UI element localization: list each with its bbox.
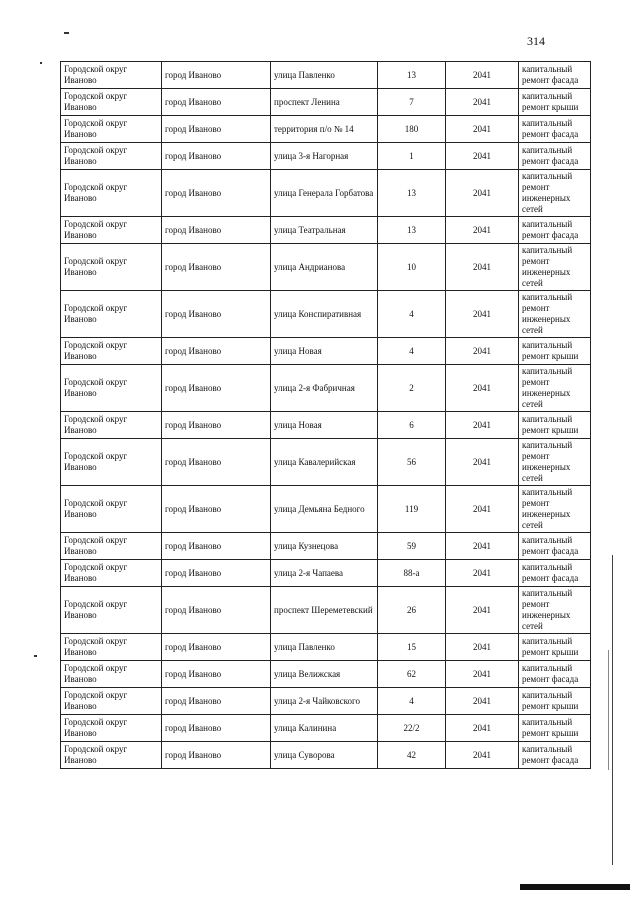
house-number-cell: 4 — [378, 338, 446, 365]
street-cell: улица 2-я Чайковского — [271, 688, 378, 715]
year-cell: 2041 — [446, 89, 519, 116]
municipal-district-cell: Городской округ Иваново — [61, 587, 162, 634]
municipal-district-cell: Городской округ Иваново — [61, 634, 162, 661]
work-type-cell: капитальный ремонт фасада — [519, 533, 591, 560]
year-cell: 2041 — [446, 587, 519, 634]
municipal-district-cell: Городской округ Иваново — [61, 560, 162, 587]
table-row — [61, 291, 591, 338]
municipal-district-cell: Городской округ Иваново — [61, 365, 162, 412]
city-cell: город Иваново — [162, 143, 271, 170]
work-type-cell: капитальный ремонт крыши — [519, 634, 591, 661]
registry-table-body — [61, 62, 591, 769]
house-number-cell: 26 — [378, 587, 446, 634]
year-cell: 2041 — [446, 634, 519, 661]
municipal-district-cell: Городской округ Иваново — [61, 661, 162, 688]
work-type-cell: капитальный ремонт фасада — [519, 661, 591, 688]
street-cell: улица Андрианова — [271, 244, 378, 291]
page-number: 314 — [527, 34, 545, 48]
year-cell: 2041 — [446, 170, 519, 217]
work-type-cell: капитальный ремонт крыши — [519, 338, 591, 365]
city-cell: город Иваново — [162, 338, 271, 365]
house-number-cell: 4 — [378, 688, 446, 715]
city-cell: город Иваново — [162, 688, 271, 715]
city-cell: город Иваново — [162, 62, 271, 89]
house-number-cell: 15 — [378, 634, 446, 661]
year-cell: 2041 — [446, 412, 519, 439]
city-cell: город Иваново — [162, 170, 271, 217]
street-cell: улица Калинина — [271, 715, 378, 742]
work-type-cell: капитальный ремонт инженерных сетей — [519, 439, 591, 486]
work-type-cell: капитальный ремонт фасада — [519, 116, 591, 143]
year-cell: 2041 — [446, 291, 519, 338]
house-number-cell: 10 — [378, 244, 446, 291]
municipal-district-cell: Городской округ Иваново — [61, 291, 162, 338]
work-type-cell: капитальный ремонт крыши — [519, 715, 591, 742]
scan-speck — [34, 655, 37, 657]
street-cell: улица Театральная — [271, 217, 378, 244]
work-type-cell: капитальный ремонт фасада — [519, 143, 591, 170]
year-cell: 2041 — [446, 143, 519, 170]
year-cell: 2041 — [446, 217, 519, 244]
year-cell: 2041 — [446, 244, 519, 291]
table-row — [61, 688, 591, 715]
municipal-district-cell: Городской округ Иваново — [61, 412, 162, 439]
table-row — [61, 365, 591, 412]
street-cell: улица Конспиративная — [271, 291, 378, 338]
table-row — [61, 715, 591, 742]
table-row — [61, 661, 591, 688]
city-cell: город Иваново — [162, 412, 271, 439]
municipal-district-cell: Городской округ Иваново — [61, 244, 162, 291]
year-cell: 2041 — [446, 715, 519, 742]
house-number-cell: 22/2 — [378, 715, 446, 742]
house-number-cell: 42 — [378, 742, 446, 769]
street-cell: улица Демьяна Бедного — [271, 486, 378, 533]
house-number-cell: 4 — [378, 291, 446, 338]
street-cell: улица Павленко — [271, 62, 378, 89]
house-number-cell: 180 — [378, 116, 446, 143]
house-number-cell: 13 — [378, 62, 446, 89]
house-number-cell: 56 — [378, 439, 446, 486]
table-row — [61, 412, 591, 439]
work-type-cell: капитальный ремонт фасада — [519, 62, 591, 89]
work-type-cell: капитальный ремонт инженерных сетей — [519, 244, 591, 291]
scan-margin-line — [608, 650, 609, 770]
work-type-cell: капитальный ремонт инженерных сетей — [519, 170, 591, 217]
street-cell: улица Новая — [271, 338, 378, 365]
year-cell: 2041 — [446, 365, 519, 412]
work-type-cell: капитальный ремонт фасада — [519, 742, 591, 769]
year-cell: 2041 — [446, 439, 519, 486]
house-number-cell: 62 — [378, 661, 446, 688]
municipal-district-cell: Городской округ Иваново — [61, 143, 162, 170]
table-row — [61, 742, 591, 769]
house-number-cell: 88-а — [378, 560, 446, 587]
street-cell: улица Суворова — [271, 742, 378, 769]
work-type-cell: капитальный ремонт инженерных сетей — [519, 486, 591, 533]
work-type-cell: капитальный ремонт крыши — [519, 412, 591, 439]
work-type-cell: капитальный ремонт инженерных сетей — [519, 587, 591, 634]
street-cell: улица Павленко — [271, 634, 378, 661]
work-type-cell: капитальный ремонт инженерных сетей — [519, 365, 591, 412]
house-number-cell: 13 — [378, 170, 446, 217]
scan-speck — [40, 62, 42, 64]
table-row — [61, 116, 591, 143]
street-cell: улица Новая — [271, 412, 378, 439]
city-cell: город Иваново — [162, 533, 271, 560]
street-cell: улица Велижская — [271, 661, 378, 688]
city-cell: город Иваново — [162, 365, 271, 412]
municipal-district-cell: Городской округ Иваново — [61, 715, 162, 742]
municipal-district-cell: Городской округ Иваново — [61, 170, 162, 217]
table-row — [61, 217, 591, 244]
city-cell: город Иваново — [162, 244, 271, 291]
city-cell: город Иваново — [162, 89, 271, 116]
table-row — [61, 62, 591, 89]
street-cell: проспект Ленина — [271, 89, 378, 116]
scan-speck — [64, 32, 69, 34]
city-cell: город Иваново — [162, 116, 271, 143]
city-cell: город Иваново — [162, 486, 271, 533]
year-cell: 2041 — [446, 560, 519, 587]
table-row — [61, 338, 591, 365]
year-cell: 2041 — [446, 661, 519, 688]
street-cell: улица Кавалерийская — [271, 439, 378, 486]
table-row — [61, 587, 591, 634]
city-cell: город Иваново — [162, 661, 271, 688]
street-cell: проспект Шереметевский — [271, 587, 378, 634]
year-cell: 2041 — [446, 62, 519, 89]
work-type-cell: капитальный ремонт крыши — [519, 688, 591, 715]
street-cell: улица 2-я Чапаева — [271, 560, 378, 587]
city-cell: город Иваново — [162, 715, 271, 742]
municipal-district-cell: Городской округ Иваново — [61, 62, 162, 89]
year-cell: 2041 — [446, 338, 519, 365]
city-cell: город Иваново — [162, 587, 271, 634]
table-row — [61, 634, 591, 661]
street-cell: улица 3-я Нагорная — [271, 143, 378, 170]
street-cell: улица Кузнецова — [271, 533, 378, 560]
year-cell: 2041 — [446, 486, 519, 533]
house-number-cell: 13 — [378, 217, 446, 244]
city-cell: город Иваново — [162, 439, 271, 486]
municipal-district-cell: Городской округ Иваново — [61, 742, 162, 769]
table-row — [61, 170, 591, 217]
scan-margin-line — [612, 555, 613, 865]
street-cell: улица 2-я Фабричная — [271, 365, 378, 412]
table-row — [61, 439, 591, 486]
table-row — [61, 560, 591, 587]
table-row — [61, 533, 591, 560]
year-cell: 2041 — [446, 742, 519, 769]
table-row — [61, 143, 591, 170]
municipal-district-cell: Городской округ Иваново — [61, 89, 162, 116]
work-type-cell: капитальный ремонт инженерных сетей — [519, 291, 591, 338]
table-row — [61, 486, 591, 533]
city-cell: город Иваново — [162, 742, 271, 769]
municipal-district-cell: Городской округ Иваново — [61, 688, 162, 715]
year-cell: 2041 — [446, 688, 519, 715]
house-number-cell: 59 — [378, 533, 446, 560]
street-cell: улица Генерала Горбатова — [271, 170, 378, 217]
municipal-district-cell: Городской округ Иваново — [61, 439, 162, 486]
house-number-cell: 119 — [378, 486, 446, 533]
year-cell: 2041 — [446, 533, 519, 560]
municipal-district-cell: Городской округ Иваново — [61, 217, 162, 244]
city-cell: город Иваново — [162, 291, 271, 338]
house-number-cell: 1 — [378, 143, 446, 170]
municipal-district-cell: Городской округ Иваново — [61, 116, 162, 143]
street-cell: территория п/о № 14 — [271, 116, 378, 143]
year-cell: 2041 — [446, 116, 519, 143]
work-type-cell: капитальный ремонт фасада — [519, 217, 591, 244]
municipal-district-cell: Городской округ Иваново — [61, 533, 162, 560]
work-type-cell: капитальный ремонт фасада — [519, 560, 591, 587]
registry-table — [60, 61, 591, 769]
city-cell: город Иваново — [162, 217, 271, 244]
table-row — [61, 89, 591, 116]
municipal-district-cell: Городской округ Иваново — [61, 486, 162, 533]
municipal-district-cell: Городской округ Иваново — [61, 338, 162, 365]
house-number-cell: 2 — [378, 365, 446, 412]
house-number-cell: 7 — [378, 89, 446, 116]
house-number-cell: 6 — [378, 412, 446, 439]
city-cell: город Иваново — [162, 634, 271, 661]
table-row — [61, 244, 591, 291]
scan-bottom-bar — [520, 884, 630, 890]
work-type-cell: капитальный ремонт крыши — [519, 89, 591, 116]
city-cell: город Иваново — [162, 560, 271, 587]
